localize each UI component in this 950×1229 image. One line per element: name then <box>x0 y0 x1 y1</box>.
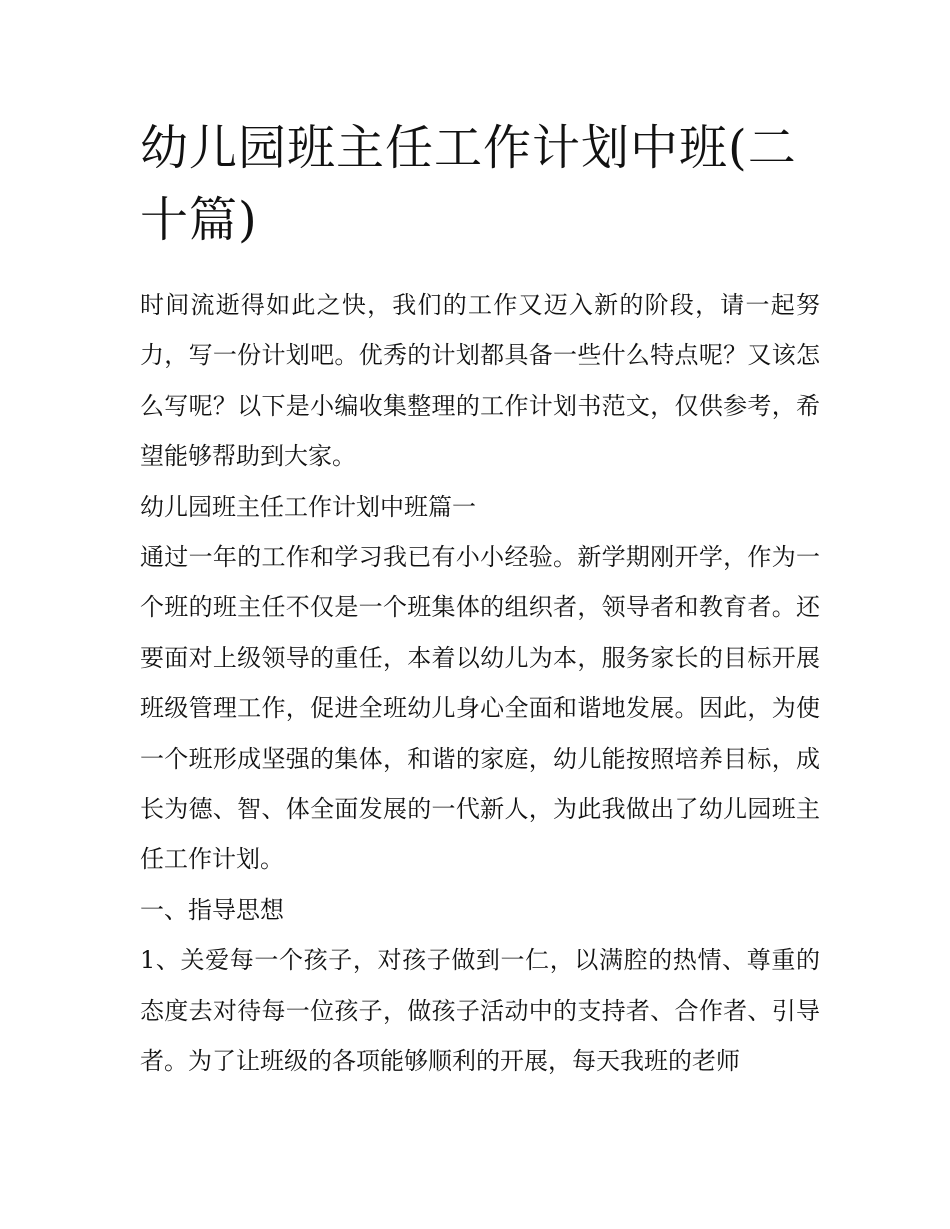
intro-paragraph: 时间流逝得如此之快，我们的工作又迈入新的阶段，请一起努力，写一份计划吧。优秀的计划都具备一些什么特点呢？又该怎么写呢？以下是小编收集整理的工作计划书范文，仅供参考，希望能够帮助到大家。 <box>140 291 820 471</box>
body-paragraph: 通过一年的工作和学习我已有小小经验。新学期刚开学，作为一个班的班主任不仅是一个班集体的组织者，领导者和教育者。还要面对上级领导的重任，本着以幼儿为本，服务家长的目标开展班级管理工作，促进全班幼儿身心全面和谐地发展。因此，为使一个班形成坚强的集体，和谐的家庭，幼儿能按照培养目标，成长为德、智、体全面发展的一代新人，为此我做出了幼儿园班主任工作计划。 <box>140 543 820 874</box>
document-title: 幼儿园班主任工作计划中班(二十篇) <box>140 120 797 248</box>
document-page <box>140 112 820 1087</box>
body-paragraph-item-1: 1、关爱每一个孩子，对孩子做到一仁，以满腔的热情、尊重的态度去对待每一位孩子，做孩子活动中的支持者、合作者、引导者。为了让班级的各项能够顺利的开展，每天我班的老师 <box>140 946 820 1076</box>
section-heading-article-one: 幼儿园班主任工作计划中班篇一 <box>140 492 476 521</box>
section-heading-guiding-ideology: 一、指导思想 <box>140 895 284 924</box>
